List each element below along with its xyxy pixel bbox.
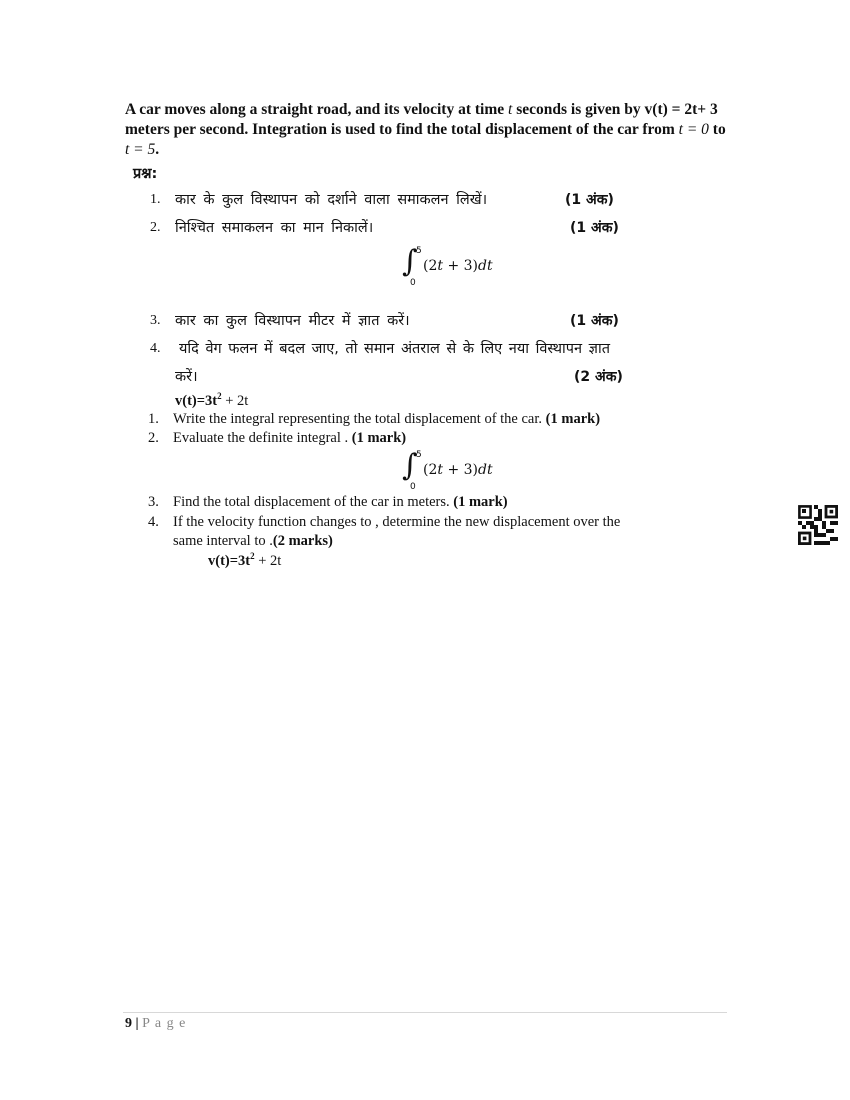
intro-from: t = 0 [678, 121, 709, 138]
english-item-marks: (2 marks) [272, 533, 333, 549]
english-item-marks: (1 mark) [453, 494, 508, 510]
hindi-item-marks: (1 अंक) [570, 220, 619, 236]
integral-upper: 5 [416, 450, 422, 460]
english-item-text: Find the total displacement of the car in meters. [173, 494, 450, 510]
english-velocity [208, 551, 281, 570]
qr-code-icon [798, 505, 838, 545]
hindi-item-text-cont: करें। [175, 369, 198, 385]
page-number: 9 [125, 1016, 132, 1031]
intro-to-word: to [708, 121, 726, 138]
integrand: (2𝑡 + 3)𝑑𝑡 [423, 258, 493, 274]
integrand: (2𝑡 + 3)𝑑𝑡 [423, 462, 493, 478]
velocity-rhs: + 2t [254, 552, 282, 569]
hindi-item-text: कार के कुल विस्थापन को दर्शाने वाला समाकलन लिखें। [175, 192, 488, 208]
english-item-marks: (1 mark) [351, 430, 407, 446]
english-item-text: Evaluate the definite integral . [173, 430, 349, 446]
integral-lower: 0 [410, 482, 416, 492]
velocity-exp: 2 [217, 391, 222, 401]
velocity-lhs: v(t)=3t [175, 392, 218, 409]
hindi-item-number: 1. [150, 192, 161, 207]
hindi-velocity [175, 391, 248, 410]
page-word: P a g e [142, 1016, 187, 1031]
footer-divider [123, 1012, 727, 1013]
velocity-lhs: v(t)=3t [208, 552, 251, 569]
hindi-item-marks: (1 अंक) [570, 313, 619, 329]
integral-sign-icon: ∫ [402, 448, 418, 483]
hindi-item-marks: (2 अंक) [574, 369, 623, 385]
english-item-number: 1. [148, 411, 159, 427]
english-item-marks: (1 mark) [545, 411, 601, 427]
english-item-cont [173, 533, 333, 550]
english-item-number: 4. [148, 514, 159, 530]
intro-end: . [155, 141, 160, 158]
english-item-text: Write the integral representing the total displacement of the car. [173, 411, 543, 427]
intro-text-2: seconds is given by v(t) = 2t+ 3 meters per second. Integration is used to find the total displacement of the car from [125, 101, 718, 138]
hindi-heading: प्रश्न: [133, 166, 158, 182]
english-item [173, 494, 508, 511]
intro-paragraph [125, 100, 730, 160]
integral-sign-icon: ∫ [402, 244, 418, 279]
english-item-number: 2. [148, 430, 159, 446]
hindi-item-number: 4. [150, 341, 161, 356]
velocity-exp: 2 [250, 551, 255, 561]
intro-var: t [508, 101, 513, 118]
english-item-text: If the velocity function changes to , determine the new displacement over the [173, 514, 621, 530]
page-footer [125, 1016, 186, 1032]
integral-lower: 0 [410, 278, 416, 288]
hindi-item-number: 2. [150, 220, 161, 235]
hindi-item-number: 3. [150, 313, 161, 328]
english-item-number: 3. [148, 494, 159, 510]
hindi-item-text: यदि वेग फलन में बदल जाए, तो समान अंतराल से के लिए नया विस्थापन ज्ञात [179, 341, 610, 357]
hindi-item-text: निश्चित समाकलन का मान निकालें। [175, 220, 374, 236]
english-item [173, 430, 406, 447]
english-item-text-cont: same interval to . [173, 533, 273, 549]
velocity-rhs: + 2t [221, 392, 249, 409]
footer-separator: | [135, 1016, 139, 1031]
english-item [173, 411, 600, 428]
hindi-item-marks: (1 अंक) [565, 192, 614, 208]
hindi-item-text: कार का कुल विस्थापन मीटर में ज्ञात करें। [175, 313, 410, 329]
integral-upper: 5 [416, 246, 422, 256]
intro-to: t = 5 [125, 141, 156, 158]
intro-text: A car moves along a straight road, and its velocity at time [125, 101, 509, 118]
